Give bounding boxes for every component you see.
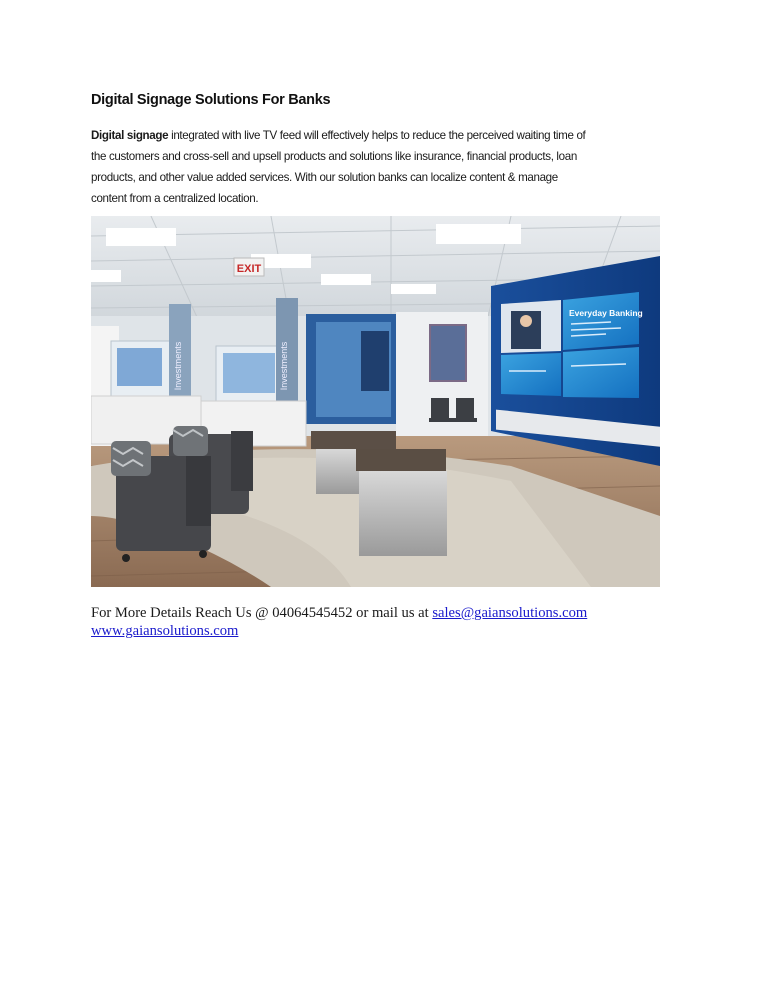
email-link[interactable]: sales@gaiansolutions.com — [432, 605, 588, 621]
body-paragraph — [91, 125, 691, 209]
contact-prefix: For More Details Reach Us @ 04064545452 or mail us at — [91, 605, 433, 621]
bold-lead: Digital signage — [91, 129, 169, 142]
exit-sign-text: EXIT — [236, 263, 262, 275]
website-link[interactable]: www.gaiansolutions.com — [91, 623, 239, 639]
kiosk-label-2: Investments — [279, 341, 289, 391]
paragraph-line-2: the customers and cross-sell and upsell products and solutions like insurance, financial products, loan — [91, 150, 577, 163]
paragraph-line-1: integrated with live TV feed will effectively helps to reduce the perceived waiting time of — [168, 129, 586, 142]
kiosk-label-1: Investments — [173, 341, 183, 391]
contact-block — [91, 604, 711, 640]
document-title: Digital Signage Solutions For Banks — [91, 92, 331, 108]
bank-interior-photo — [91, 216, 660, 587]
screen-heading: Everyday Banking — [569, 308, 643, 318]
paragraph-line-3: products, and other value added services. With our solution banks can localize content & manage — [91, 171, 558, 184]
paragraph-line-4: content from a centralized location. — [91, 192, 259, 205]
